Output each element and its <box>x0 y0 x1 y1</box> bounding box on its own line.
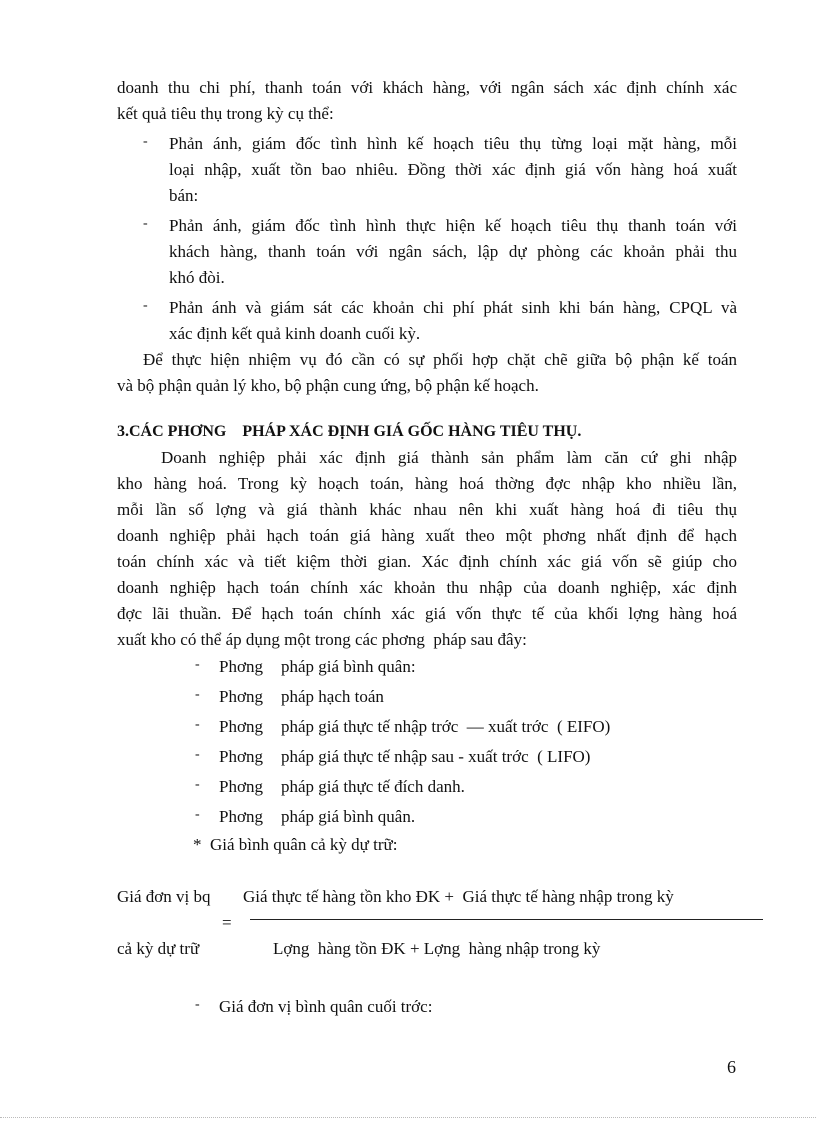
method-word: Phơng <box>219 777 263 796</box>
duty-1-line-1: Phản ánh, giám đốc tình hình kế hoạch tiêu thụ từng loại mặt hàng, mỗi <box>169 134 737 153</box>
method-word: Phơng <box>219 747 263 766</box>
body-line-8: xuất kho có thể áp dụng một trong các phơng pháp sau đây: <box>117 630 527 649</box>
formula-denominator: Lợng hàng tồn ĐK + Lợng hàng nhập trong kỳ <box>273 939 601 958</box>
method-item-5: pháp giá thực tế đích danh. <box>281 777 465 796</box>
star-item: * Giá bình quân cả kỳ dự trữ: <box>193 835 398 854</box>
bullet-dash: - <box>143 216 148 231</box>
closing-line-1: Để thực hiện nhiệm vụ đó cần có sự phối hợp chặt chẽ giữa bộ phận kế toán <box>143 350 737 369</box>
bullet-dash: - <box>195 687 200 702</box>
method-item-6: pháp giá bình quân. <box>281 807 416 826</box>
duty-2-line-1: Phản ánh, giám đốc tình hình thực hiện kế hoạch tiêu thụ thanh toán với <box>169 216 737 235</box>
bullet-dash: - <box>195 777 200 792</box>
closing-line-2: và bộ phận quản lý kho, bộ phận cung ứng, bộ phận kế hoạch. <box>117 376 539 395</box>
method-word: Phơng <box>219 717 263 736</box>
method-item-4: pháp giá thực tế nhập sau - xuất trớc ( LIFO) <box>281 747 591 766</box>
formula-numerator: Giá thực tế hàng tồn kho ĐK + Giá thực tế hàng nhập trong kỳ <box>243 887 674 906</box>
bullet-dash: - <box>143 298 148 313</box>
formula-lhs-line-2: cả kỳ dự trữ <box>117 939 200 958</box>
bullet-dash: - <box>195 997 200 1012</box>
method-item-2: pháp hạch toán <box>281 687 384 706</box>
page-bottom-divider <box>0 1117 816 1118</box>
body-line-5: toán chính xác và tiết kiệm thời gian. Xác định chính xác giá vốn sẽ giúp cho <box>117 552 737 571</box>
intro-line-1: doanh thu chi phí, thanh toán với khách hàng, với ngân sách xác định chính xác <box>117 78 737 97</box>
duty-1-line-3: bán: <box>169 186 199 205</box>
bullet-dash: - <box>195 747 200 762</box>
last-item: Giá đơn vị bình quân cuối trớc: <box>219 997 433 1016</box>
duty-2-line-3: khó đòi. <box>169 268 225 287</box>
bullet-dash: - <box>143 134 148 149</box>
body-line-3: mỗi lần số lợng và giá thành khác nhau nên khi xuất hàng hoá đi tiêu thụ <box>117 500 737 519</box>
method-word: Phơng <box>219 807 263 826</box>
fraction-bar <box>250 919 763 920</box>
duty-3-line-2: xác định kết quả kinh doanh cuối kỳ. <box>169 324 421 343</box>
body-line-7: đợc lãi thuần. Để hạch toán chính xác giá vốn thực tế của khối lợng hàng hoá <box>117 604 737 623</box>
method-item-1: pháp giá bình quân: <box>281 657 416 676</box>
bullet-dash: - <box>195 657 200 672</box>
page-number: 6 <box>727 1057 736 1077</box>
intro-line-2: kết quả tiêu thụ trong kỳ cụ thể: <box>117 104 334 123</box>
body-line-4: doanh nghiệp phải hạch toán giá hàng xuất theo một phơng nhất định để hạch <box>117 526 737 545</box>
section-heading: 3.CÁC PHƠNG PHÁP XÁC ĐỊNH GIÁ GỐC HÀNG TIÊU THỤ. <box>117 423 582 440</box>
body-line-6: doanh nghiệp hạch toán chính xác khoản thu nhập của doanh nghiệp, xác định <box>117 578 737 597</box>
method-word: Phơng <box>219 657 263 676</box>
method-word: Phơng <box>219 687 263 706</box>
body-line-1: Doanh nghiệp phải xác định giá thành sản phẩm làm căn cứ ghi nhập <box>161 448 737 467</box>
body-line-2: kho hàng hoá. Trong kỳ hoạch toán, hàng hoá thờng đợc nhập kho nhiều lần, <box>117 474 737 493</box>
formula-equals: = <box>222 913 232 932</box>
duty-1-line-2: loại nhập, xuất tồn bao nhiêu. Đồng thời xác định giá vốn hàng hoá xuất <box>169 160 737 179</box>
duty-3-line-1: Phản ánh và giám sát các khoản chi phí phát sinh khi bán hàng, CPQL và <box>169 298 737 317</box>
duty-2-line-2: khách hàng, thanh toán với ngân sách, lập dự phòng các khoản phải thu <box>169 242 737 261</box>
formula-lhs-line-1: Giá đơn vị bq <box>117 887 211 906</box>
bullet-dash: - <box>195 717 200 732</box>
bullet-dash: - <box>195 807 200 822</box>
method-item-3: pháp giá thực tế nhập trớc — xuất trớc ( EIFO) <box>281 717 611 736</box>
